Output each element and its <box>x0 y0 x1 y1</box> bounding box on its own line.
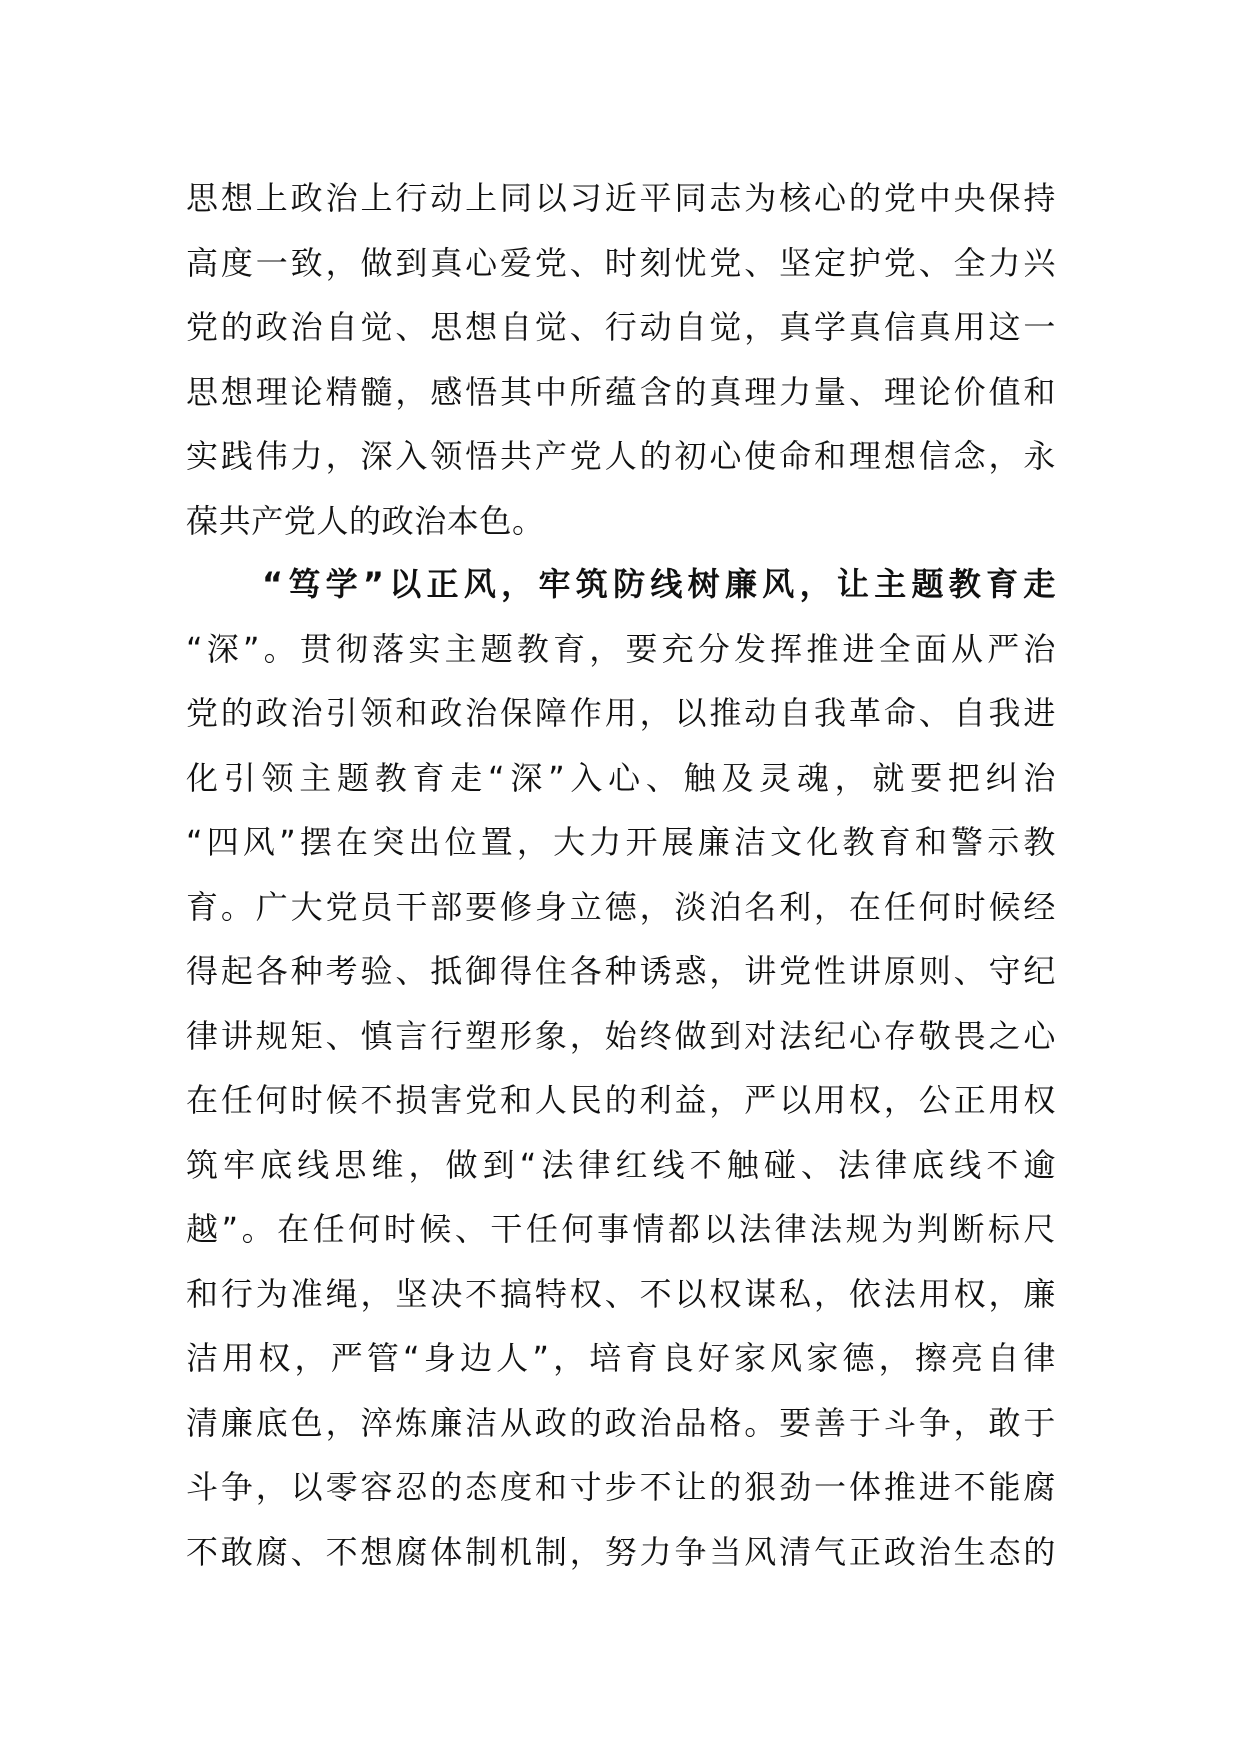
paragraph-1-line: 党的政治自觉、思想自觉、行动自觉，真学真信真用这一 <box>186 308 1056 346</box>
paragraph-2-line: 洁用权，严管“身边人”，培育良好家风家德，擦亮自律 <box>186 1339 1056 1377</box>
paragraph-2-line: “深”。贯彻落实主题教育，要充分发挥推进全面从严治 <box>186 629 1056 668</box>
paragraph-2 <box>186 552 1056 1584</box>
paragraph-2-line: “四风”摆在突出位置，大力开展廉洁文化教育和警示教 <box>186 823 1056 861</box>
paragraph-2-line: 育。广大党员干部要修身立德，淡泊名利，在任何时候经 <box>186 887 1056 926</box>
paragraph-2-line: 不敢腐、不想腐体制机制，努力争当风清气正政治生态的 <box>186 1532 1056 1571</box>
paragraph-2-line: 清廉底色，淬炼廉洁从政的政治品格。要善于斗争，敢于 <box>186 1403 1056 1442</box>
paragraph-1 <box>186 166 1056 553</box>
paragraph-1-line: 高度一致，做到真心爱党、时刻忧党、坚定护党、全力兴 <box>186 243 1056 282</box>
paragraph-2-heading-line: “笃学”以正风，牢筑防线树廉风，让主题教育走 <box>262 565 1056 603</box>
paragraph-2-line: 和行为准绳，坚决不搞特权、不以权谋私，依法用权，廉 <box>186 1274 1056 1313</box>
paragraph-2-line: 在任何时候不损害党和人民的利益，严以用权，公正用权 <box>186 1081 1056 1119</box>
paragraph-2-line: 化引领主题教育走“深”入心、触及灵魂，就要把纠治 <box>186 758 1056 797</box>
paragraph-1-line: 实践伟力，深入领悟共产党人的初心使命和理想信念，永 <box>186 437 1056 475</box>
paragraph-2-line: 斗争，以零容忍的态度和寸步不让的狠劲一体推进不能腐 <box>186 1468 1056 1506</box>
paragraph-2-line: 越”。在任何时候、干任何事情都以法律法规为判断标尺 <box>186 1210 1056 1248</box>
paragraph-2-line: 律讲规矩、慎言行塑形象，始终做到对法纪心存敬畏之心 <box>186 1016 1056 1055</box>
paragraph-1-line: 思想理论精髓，感悟其中所蕴含的真理力量、理论价值和 <box>186 372 1056 411</box>
paragraph-2-line: 得起各种考验、抵御得住各种诱惑，讲党性讲原则、守纪 <box>186 952 1056 990</box>
paragraph-1-last-line: 葆共产党人的政治本色。 <box>186 501 545 540</box>
paragraph-1-line: 思想上政治上行动上同以习近平同志为核心的党中央保持 <box>186 179 1056 217</box>
paragraph-2-line: 党的政治引领和政治保障作用，以推动自我革命、自我进 <box>186 694 1056 732</box>
paragraph-2-line: 筑牢底线思维，做到“法律红线不触碰、法律底线不逾 <box>186 1145 1056 1184</box>
